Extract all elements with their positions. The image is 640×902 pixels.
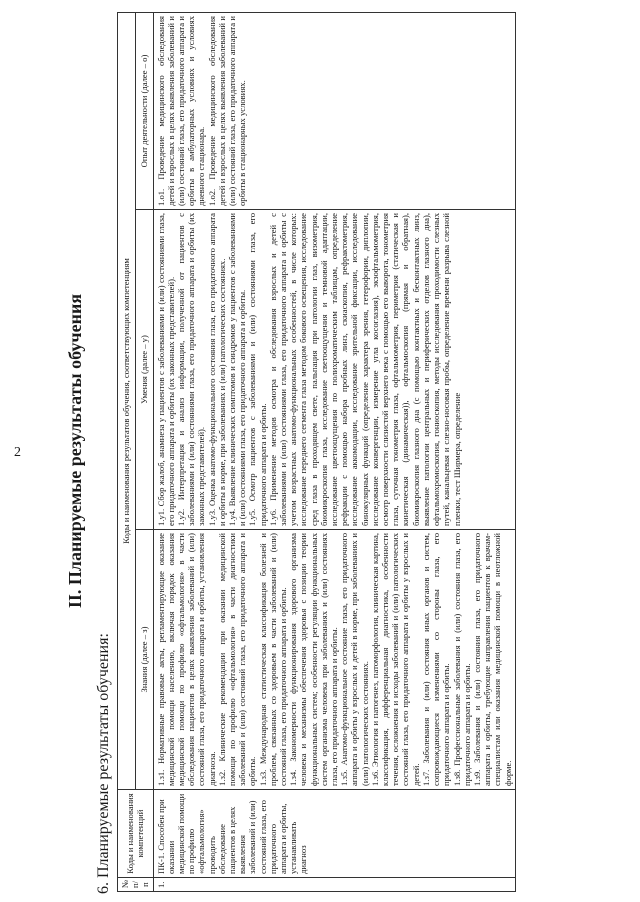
table-row — [153, 13, 515, 892]
rotated-page — [55, 0, 640, 902]
header-experience: Опыт деятельности (далее – о) — [135, 13, 153, 210]
section-subtitle: 6. Планируемые результаты обучения: — [95, 633, 112, 894]
header-codes: Коды и наименования компетенций — [118, 790, 154, 878]
header-knowledge: Знания (далее – з) — [135, 530, 153, 790]
list-item: 1.у2. Интерпретация и анализ информации, полученной от пациентов с заболеваниями и (или) состояниями глаза, его придаточного аппарата и орбиты (их законных представителей). — [176, 213, 207, 526]
header-num: № п/п — [118, 878, 154, 892]
list-item: 1.з1. Нормативные правовые акты, регламентирующие оказание медицинской помощи населению, включая порядок оказания медицинской помощи по профилю «офтальмология» в части обследования пациентов в целях выявления заболеваний и (или) состояний глаза, его придаточного аппарата и орбиты, установления диагноза. — [155, 533, 217, 786]
experience-cell — [153, 13, 515, 210]
list-item: 1.з7. Заболевания и (или) состояния иных органов и систем, сопровождающиеся изменениями со стороны глаза, его придаточного аппарата и орбиты. — [420, 533, 452, 786]
list-item: 1.у6. Применение методов осмотра и обследования взрослых и детей с заболеваниями и (или) состояниями глаза, его придаточного аппарата и орбиты с учетом возрастных анатомо-функциональных особенностей, в числе которых: исследование переднего сегмента глаза методом бокового освещения, исследование сред глаза в проходящем свете, пальпация при патологии глаз, визометрия, биомикроскопия глаза, исследование светоощущения и темновой адаптации, исследование цветоощущения по полихроматическим таблицам, определение рефракции с помощью набора пробных линз, скиаскопия, рефрактометрия, исследование аккомодации, исследование зрительной фиксации, исследование бинокулярных функций (определение характера зрения, гетерофории, диплопии, исследование конвергенции, измерение угла косоглазия), экзофтальмометрия, осмотр поверхности слизистой верхнего века с помощью его выворота, тонометрия глаза, суточная тонометрия глаза, офтальмометрия, периметрия (статическая и кинетическая (динамическая)), офтальмоскопия (прямая и обратная), биомикроскопия глазного дна (с помощью контактных и бесконтактных линз, выявление патологии центральных и периферических отделов глазного дна), офтальмохромоскопия, гониоскопия, методы исследования проходимости слезных путей, канальцевая и слезно-носовая пробы, определение времени разрыва слезной пленки, тест Ширмера, определение — [267, 213, 462, 526]
header-group: Коды и наименования результатов обучения, соответствующих компетенциям — [118, 13, 136, 790]
skills-cell — [153, 210, 515, 530]
page-number: 2 — [14, 445, 21, 460]
list-item: 1.о1. Проведение медицинского обследования детей и взрослых в целях выявления заболеваний и (или) состояний глаза, его придаточного аппарата и орбиты в амбулаторных условиях и условиях дневного стационара. — [155, 16, 207, 206]
list-item: 1.з5. Анатомо-функциональное состояние глаза, его придаточного аппарата и орбиты у взрослых и детей в норме, при заболеваниях и (или) патологических состояниях. — [339, 533, 370, 786]
list-item: 1.у4. Выявление клинических симптомов и синдромов у пациентов с заболеваниями и (или) состояниями глаза, его придаточного аппарата и орбиты. — [227, 213, 248, 526]
header-skills: Умения (далее – у) — [135, 210, 153, 530]
row-num: 1. — [153, 878, 515, 892]
competence-code: ПК-1. Способен при оказании медицинской помощи по профилю «офтальмология» проводить обследование пациентов в целях выявления заболеваний и (или) состояний глаза, его придаточного аппарата и орбиты, устанавливать диагноз — [153, 790, 515, 878]
list-item: 1.з9. Заболевания и (или) состояния глаза, его придаточного аппарата и орбиты, требующие направления пациентов к врачам-специалистам или оказания медицинской помощи в неотложной форме. — [471, 533, 513, 786]
list-item: 1.з3. Международная статистическая классификация болезней и проблем, связанных со здоровьем в части заболеваний и (или) состояний глаза, его придаточного аппарата и орбиты. — [257, 533, 289, 786]
knowledge-cell — [153, 530, 515, 790]
list-item: 1.з8. Профессиональные заболевания и (или) состояния глаза, его придаточного аппарата и орбиты. — [451, 533, 472, 786]
list-item: 1.у3. Оценка анатомо-функционального состояния глаза, его придаточного аппарата и орбиты в норме, при заболеваниях и (или) патологических состояниях. — [206, 213, 227, 526]
list-item: 1.у5. Осмотр пациентов с заболеваниями и (или) состояниями глаза, его придаточного аппарата и орбиты. — [247, 213, 268, 526]
section-title: II. Планируемые результаты обучения — [65, 293, 85, 609]
list-item: 1.у1. Сбор жалоб, анамнеза у пациентов с заболеваниями и (или) состояниями глаза, его придаточного аппарата и орбиты (их законных представителей). — [155, 213, 176, 526]
list-item: 1.з2. Клинические рекомендации при оказании медицинской помощи по профилю «офтальмология» в части диагностики заболеваний и (или) состояний глаза, его придаточного аппарата и орбиты. — [216, 533, 258, 786]
list-item: 1.о2. Проведение медицинского обследования детей и взрослых в целях выявления заболеваний и (или) состояний глаза, его придаточного аппарата и орбиты в стационарных условиях. — [206, 16, 248, 206]
learning-outcomes-table — [117, 12, 516, 892]
list-item: 1.з4. Закономерности функционирования здорового организма человека и механизмы обеспечения здоровья с позиции теории функциональных систем; особенности регуляции функциональных систем организма человека при заболеваниях и (или) состояниях глаза, его придаточного аппарата и орбиты. — [288, 533, 340, 786]
list-item: 1.з6. Этиология и патогенез, патоморфология, клиническая картина, классификация, дифференциальная диагностика, особенности течения, осложнения и исходы заболеваний и (или) патологических состояний глаза, его придаточного аппарата и орбиты у взрослых и детей. — [369, 533, 421, 786]
